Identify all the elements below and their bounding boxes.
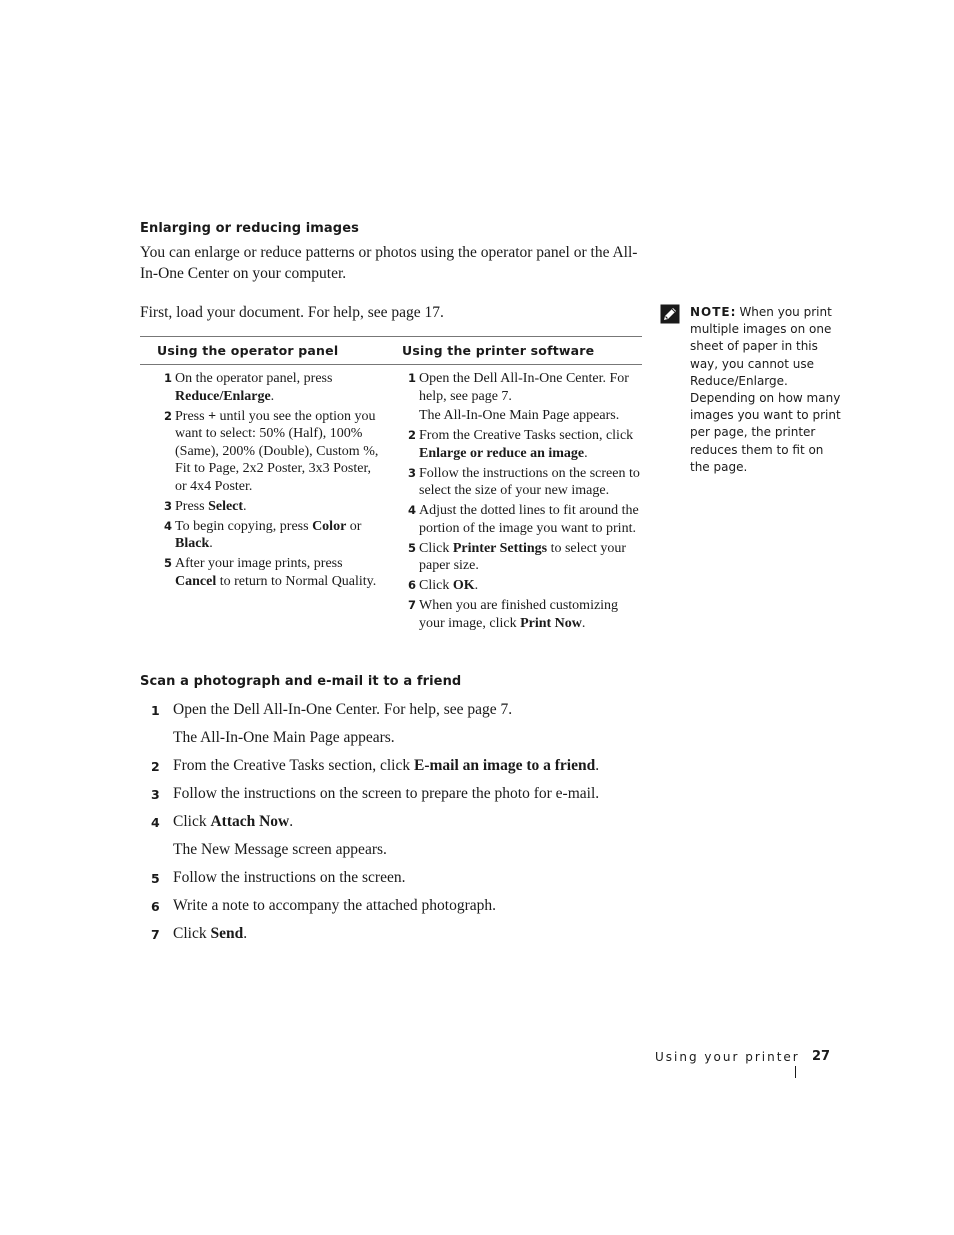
section-heading-enlarging: Enlarging or reducing images: [140, 221, 359, 236]
table-top-rule: [140, 336, 642, 337]
section-heading-scan-email: Scan a photograph and e-mail it to a friend: [140, 674, 462, 689]
list-item: 3 Follow the instructions on the screen to prepare the photo for e-mail.: [151, 785, 600, 802]
list-item: 1 On the operator panel, press Reduce/Enlarge.: [164, 371, 333, 404]
col-header-operator-panel: Using the operator panel: [157, 343, 339, 358]
load-document-paragraph: First, load your document. For help, see page 17.: [140, 304, 444, 321]
list-item: 6 Write a note to accompany the attached photograph.: [151, 897, 497, 914]
list-item: 7 Click Send.: [151, 925, 248, 942]
list-item: 4 Click Attach Now. The New Message screen appears.: [151, 813, 387, 858]
operator-panel-steps: [158, 370, 384, 593]
page-number: 27: [812, 1049, 831, 1064]
list-item: 2 From the Creative Tasks section, click Enlarge or reduce an image.: [408, 428, 634, 461]
list-item: 5 After your image prints, press Cancel to return to Normal Quality.: [164, 556, 377, 589]
list-item: 1 Open the Dell All-In-One Center. For help, see page 7. The All-In-One Main Page appears.: [408, 371, 629, 423]
pencil-note-icon: [660, 304, 680, 324]
list-item: 4 To begin copying, press Color or Black.: [164, 518, 362, 551]
footer-divider: [795, 1066, 796, 1078]
list-item: 5 Click Printer Settings to select your paper size.: [408, 540, 626, 573]
note-text: When you print multiple images on one sheet of paper in this way, you cannot use Reduce/Enlarge. Depending on how many images you want to print per page, the printer reduces them to fit on the page.: [690, 305, 841, 474]
printer-software-steps: [402, 370, 640, 635]
list-item: 7 When you are finished customizing your image, click Print Now.: [408, 598, 619, 631]
table-header-rule: [140, 364, 642, 365]
scan-email-steps: [140, 699, 660, 951]
footer-section-title: Using your printer: [655, 1050, 800, 1064]
note-box: [690, 304, 842, 476]
list-item: 3 Press Select.: [164, 498, 247, 514]
list-item: 5 Follow the instructions on the screen.: [151, 869, 406, 886]
col-header-printer-software: Using the printer software: [402, 343, 595, 358]
list-item: 6 Click OK.: [408, 578, 479, 593]
list-item: 2 From the Creative Tasks section, click E-mail an image to a friend.: [151, 757, 600, 774]
note-label: NOTE:: [690, 305, 737, 319]
instructions-table: [140, 336, 642, 631]
list-item: 1 Open the Dell All-In-One Center. For help, see page 7. The All-In-One Main Page appears.: [151, 701, 513, 746]
list-item: 3 Follow the instructions on the screen to select the size of your new image.: [408, 465, 640, 498]
intro-paragraph: You can enlarge or reduce patterns or photos using the operator panel or the All-In-One Center on your computer.: [140, 244, 638, 282]
list-item: 2 Press + until you see the option you want to select: 50% (Half), 100% (Same), 200% (Double), Custom %, Fit to Page, 2x2 Poster, 3x3 Poster, or 4x4 Poster.: [164, 408, 379, 494]
list-item: 4 Adjust the dotted lines to fit around the portion of the image you want to print.: [408, 503, 639, 536]
